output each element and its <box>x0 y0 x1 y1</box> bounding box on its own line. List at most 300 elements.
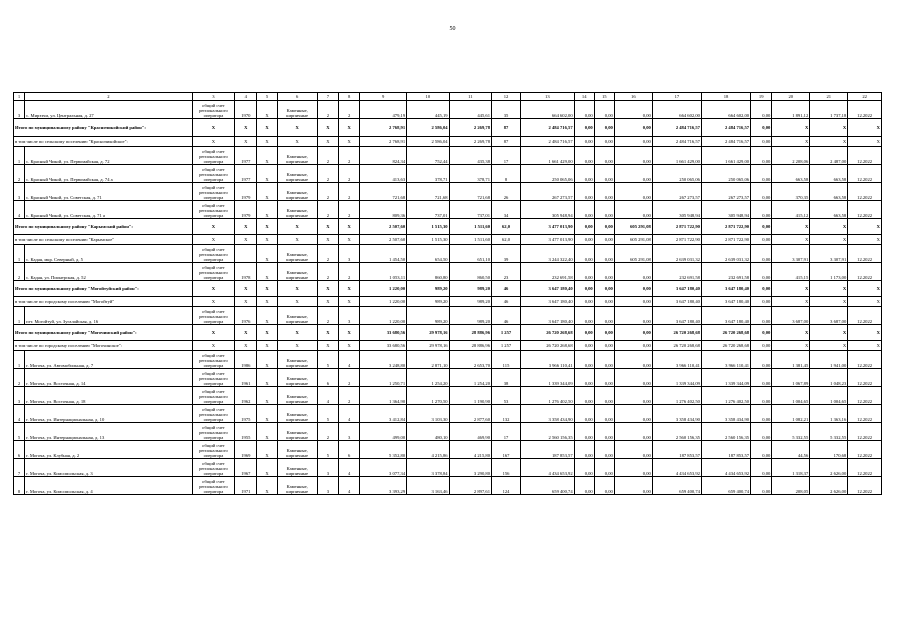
subtotal-row <box>14 235 882 245</box>
table-cell: 1 048,23 <box>810 369 848 387</box>
table-row <box>14 201 882 219</box>
table-cell: 0,00 <box>614 147 652 165</box>
table-cell: 0,00 <box>614 341 652 351</box>
table-cell: Х <box>257 297 277 307</box>
table-cell: Х <box>192 235 234 245</box>
table-row <box>14 477 882 495</box>
table-cell: 3 244 322,40 <box>521 245 575 263</box>
table-cell: Х <box>257 477 277 495</box>
table-cell: 479,19 <box>360 101 407 119</box>
table-cell: 12.2022 <box>848 477 882 495</box>
table-cell: 0,00 <box>574 297 594 307</box>
table-cell: Х <box>257 387 277 405</box>
table-cell: 0,00 <box>614 263 652 281</box>
table-cell: Х <box>235 235 257 245</box>
table-cell: 0,00 <box>614 137 652 147</box>
table-cell: 0,00 <box>594 137 614 147</box>
table-cell: Каменные, кирпичные <box>277 441 317 459</box>
table-cell: Х <box>277 297 317 307</box>
table-cell <box>235 245 257 263</box>
table-cell: 305 948,94 <box>701 201 750 219</box>
table-cell: Х <box>192 297 234 307</box>
total-row <box>14 219 882 235</box>
table-cell: 0,00 <box>614 101 652 119</box>
table-cell: 0,00 <box>614 201 652 219</box>
table-cell: 1 250,71 <box>360 369 407 387</box>
table-cell: 989,20 <box>449 297 491 307</box>
table-cell: г. Могоча, ул. Интернациональная, д. 13 <box>25 423 193 441</box>
table-cell: Х <box>257 183 277 201</box>
table-cell: 3 477 013,90 <box>521 219 575 235</box>
table-cell: 2 <box>317 263 338 281</box>
table-cell: 28 886,96 <box>449 341 491 351</box>
table-cell: Х <box>810 119 848 137</box>
table-cell: 0,00 <box>751 459 772 477</box>
table-cell: 0,00 <box>574 351 594 369</box>
table-cell: 12.2022 <box>848 101 882 119</box>
table-cell: 2 <box>14 263 25 281</box>
table-cell: 5 <box>14 423 25 441</box>
table-cell: Х <box>257 369 277 387</box>
table-cell: 46 <box>492 281 521 297</box>
table-cell: Х <box>810 235 848 245</box>
table-cell: 0,00 <box>614 369 652 387</box>
table-cell: Х <box>235 341 257 351</box>
table-cell: 2 <box>339 387 360 405</box>
table-cell: 3 <box>339 423 360 441</box>
table-cell: 0,00 <box>751 245 772 263</box>
table-cell: 132 <box>492 405 521 423</box>
table-cell: Х <box>235 137 257 147</box>
table-cell: 370,35 <box>772 183 810 201</box>
table-cell: 0,00 <box>574 369 594 387</box>
table-cell: Х <box>339 325 360 341</box>
table-cell: 12.2022 <box>848 459 882 477</box>
table-cell: 2 897,61 <box>449 477 491 495</box>
table-cell: 0,00 <box>574 165 594 183</box>
table-cell: 0,00 <box>751 263 772 281</box>
table-cell: 659 400,74 <box>652 477 701 495</box>
table-cell: 0,00 <box>614 183 652 201</box>
table-cell: 989,20 <box>407 307 449 325</box>
table-cell: 1970 <box>235 101 257 119</box>
table-cell: общий счет регионального оператора <box>192 307 234 325</box>
table-cell: 0,00 <box>751 183 772 201</box>
table-cell: 5 <box>317 405 338 423</box>
table-cell: 0,00 <box>574 423 594 441</box>
table-cell: Х <box>192 119 234 137</box>
table-cell: г. Могоча, ул. Автомобильная, д. 7 <box>25 351 193 369</box>
table-cell: 1962 <box>235 387 257 405</box>
table-cell: 1 891,12 <box>772 101 810 119</box>
table-cell: 0,00 <box>574 441 594 459</box>
table-cell: 2 <box>339 183 360 201</box>
table-cell: 0,00 <box>594 341 614 351</box>
table-cell: 2 269,78 <box>449 119 491 137</box>
table-cell: Х <box>848 341 882 351</box>
table-cell: с. Мирзэчи, ул. Центральная, д. 27 <box>25 101 193 119</box>
table-row <box>14 423 882 441</box>
table-cell: 12.2022 <box>848 183 882 201</box>
table-cell: пгт. Могойтуй, ул. Зугалайская, д. 16 <box>25 307 193 325</box>
table-cell: 0,00 <box>751 325 772 341</box>
table-cell: 0,00 <box>594 281 614 297</box>
table-cell: 1 220,00 <box>360 307 407 325</box>
table-cell: 2 871 722,90 <box>652 235 701 245</box>
table-cell: Итого по муниципальному району "Могойтуйский район": <box>14 281 193 297</box>
table-cell: 4 <box>339 405 360 423</box>
table-cell: Каменные, кирпичные <box>277 387 317 405</box>
table-cell: 0,00 <box>614 281 652 297</box>
page-number: 50 <box>449 26 456 32</box>
table-cell: 1 257 <box>492 325 521 341</box>
table-cell: 15 <box>594 93 614 101</box>
table-cell: 0,00 <box>751 137 772 147</box>
table-cell: 5 352,80 <box>360 441 407 459</box>
table-cell: 17 <box>492 423 521 441</box>
table-cell: Х <box>810 281 848 297</box>
table-cell: 651,10 <box>449 245 491 263</box>
table-row <box>14 307 882 325</box>
table-cell: Х <box>192 137 234 147</box>
table-cell: 1 004,65 <box>772 387 810 405</box>
table-cell: 989,20 <box>449 281 491 297</box>
table-cell: 0,00 <box>574 137 594 147</box>
table-cell: 0,00 <box>594 183 614 201</box>
total-row <box>14 325 882 341</box>
table-cell: 2 626,00 <box>810 459 848 477</box>
table-cell: Каменные, кирпичные <box>277 423 317 441</box>
table-cell: Х <box>848 219 882 235</box>
table-cell: 0,00 <box>574 147 594 165</box>
table-cell: 267 273,57 <box>701 183 750 201</box>
table-cell: 752,44 <box>407 147 449 165</box>
table-cell: 1 082,21 <box>772 405 810 423</box>
table-cell: Х <box>772 341 810 351</box>
table-cell: Х <box>192 281 234 297</box>
table-cell: Х <box>257 165 277 183</box>
table-cell: 1 511,60 <box>449 219 491 235</box>
table-cell: 170,68 <box>810 441 848 459</box>
table-cell: 3 647 180,40 <box>652 281 701 297</box>
table-cell: 1 <box>14 245 25 263</box>
table-cell: 2 484 716,57 <box>701 119 750 137</box>
table-cell: 0,00 <box>751 297 772 307</box>
table-cell: 3 307,91 <box>810 245 848 263</box>
table-cell: 2 269,78 <box>449 137 491 147</box>
table-cell: Х <box>257 341 277 351</box>
table-cell: 605 291,08 <box>614 219 652 235</box>
table-cell: Х <box>339 281 360 297</box>
table-cell: 1967 <box>235 459 257 477</box>
table-cell: Х <box>848 119 882 137</box>
table-cell: 0,00 <box>751 281 772 297</box>
table-cell: с. Кадая, ул. Пионерская, д. 52 <box>25 263 193 281</box>
table-cell: Х <box>810 341 848 351</box>
subtotal-row <box>14 137 882 147</box>
table-cell: 0,00 <box>594 235 614 245</box>
table-cell: 663,58 <box>810 183 848 201</box>
table-cell: 1 661 429,00 <box>701 147 750 165</box>
table-cell: 2 586,04 <box>407 137 449 147</box>
table-cell: 3 966 110,41 <box>701 351 750 369</box>
table-cell: 0,00 <box>594 351 614 369</box>
table-cell: Х <box>772 235 810 245</box>
table-cell: 19 <box>751 93 772 101</box>
table-cell: 721,68 <box>360 183 407 201</box>
table-cell: 3 647 180,40 <box>652 297 701 307</box>
table-cell: 305 948,94 <box>652 201 701 219</box>
table-cell: Х <box>235 297 257 307</box>
table-cell: Х <box>235 281 257 297</box>
table-cell: 1 661 429,00 <box>652 147 701 165</box>
table-cell: 2 653,70 <box>449 351 491 369</box>
table-cell: 2 <box>317 101 338 119</box>
table-cell: 3 647 180,40 <box>521 297 575 307</box>
table-cell: 167 <box>492 441 521 459</box>
table-cell: 1 254,20 <box>407 369 449 387</box>
table-cell: г. Могоча, ул. Комсомольская, д. 3 <box>25 459 193 477</box>
table-cell: Каменные, кирпичные <box>277 459 317 477</box>
table-cell: 737,01 <box>449 201 491 219</box>
table-row <box>14 441 882 459</box>
table-cell: 1 254,20 <box>449 369 491 387</box>
table-cell: Каменные, кирпичные <box>277 351 317 369</box>
table-cell: Каменные, кирпичные <box>277 405 317 423</box>
table-cell: 1969 <box>235 441 257 459</box>
table-cell: 26 720 268,68 <box>701 341 750 351</box>
table-cell: 3 103,30 <box>407 405 449 423</box>
table-cell: Х <box>339 137 360 147</box>
table-cell: 3 378,84 <box>407 459 449 477</box>
table-cell: общий счет регионального оператора <box>192 423 234 441</box>
table-cell: 12.2022 <box>848 245 882 263</box>
table-cell: 2 484 716,57 <box>521 137 575 147</box>
table-cell: 0,00 <box>594 307 614 325</box>
table-cell: 415,15 <box>772 263 810 281</box>
table-cell: 3 077,34 <box>360 459 407 477</box>
table-cell: 33 680,56 <box>360 341 407 351</box>
header-row <box>14 93 882 101</box>
table-cell: 659 400,74 <box>701 477 750 495</box>
table-cell: 1955 <box>235 423 257 441</box>
table-cell: 4 <box>317 387 338 405</box>
table-cell: 1 257 <box>492 341 521 351</box>
table-cell: 4 <box>339 459 360 477</box>
table-cell: 14 <box>574 93 594 101</box>
table-cell: Х <box>192 219 234 235</box>
table-cell: 605 291,08 <box>614 245 652 263</box>
table-cell: 0,00 <box>574 219 594 235</box>
table-cell: 2 560 156,35 <box>701 423 750 441</box>
table-cell: 654,50 <box>407 245 449 263</box>
table-cell: Х <box>317 235 338 245</box>
table-cell: г. Могоча, ул. Клубная, д. 2 <box>25 441 193 459</box>
table-cell: 3 647 180,40 <box>701 297 750 307</box>
table-cell: 0,00 <box>751 119 772 137</box>
table-cell: в том числе по городскому поселению "Могочинское": <box>14 341 193 351</box>
table-cell: 1 <box>14 93 25 101</box>
table-cell: 989,20 <box>407 281 449 297</box>
table-cell: 499,00 <box>360 423 407 441</box>
table-row <box>14 147 882 165</box>
table-cell: 0,00 <box>594 477 614 495</box>
table-cell: 9 <box>360 93 407 101</box>
table-cell: 445,19 <box>407 101 449 119</box>
table-cell: Х <box>317 137 338 147</box>
table-cell: Х <box>192 341 234 351</box>
table-cell: 2 484 716,57 <box>701 137 750 147</box>
table-cell: Х <box>257 235 277 245</box>
table-cell: 38 <box>492 369 521 387</box>
table-cell: 12.2022 <box>848 201 882 219</box>
table-cell: Каменные, кирпичные <box>277 369 317 387</box>
table-cell: Х <box>277 137 317 147</box>
table-cell: Х <box>810 137 848 147</box>
table-cell: 2 <box>317 307 338 325</box>
table-cell: общий счет регионального оператора <box>192 165 234 183</box>
table-cell: Каменные, кирпичные <box>277 101 317 119</box>
table-cell: 721,68 <box>407 183 449 201</box>
table-cell: 11 <box>449 93 491 101</box>
table-cell: Х <box>257 137 277 147</box>
table-cell: Х <box>339 235 360 245</box>
table-cell: с. Кадая, мкр. Северный, д. 5 <box>25 245 193 263</box>
table-cell: 435,38 <box>449 147 491 165</box>
table-cell: 3 358 434,90 <box>521 405 575 423</box>
table-cell: 0,00 <box>614 423 652 441</box>
table-cell: 3 647 180,40 <box>701 281 750 297</box>
table-cell: 1 339 344,09 <box>652 369 701 387</box>
table-cell: 0,00 <box>751 441 772 459</box>
table-cell: 5 332,55 <box>810 423 848 441</box>
table-cell: 2 <box>317 147 338 165</box>
table-cell: 2 586,04 <box>407 119 449 137</box>
table-cell: 3 687,00 <box>772 307 810 325</box>
table-cell: 1 381,45 <box>772 351 810 369</box>
table-cell: 4 <box>339 477 360 495</box>
table-cell: 26 720 268,68 <box>652 325 701 341</box>
table-cell: 250 065,06 <box>701 165 750 183</box>
table-cell: Каменные, кирпичные <box>277 263 317 281</box>
table-cell: 18 <box>701 93 750 101</box>
table-cell: 1 220,00 <box>360 297 407 307</box>
table-cell: 2 560 156,35 <box>521 423 575 441</box>
table-cell: 0,00 <box>614 307 652 325</box>
table-cell: 1978 <box>235 263 257 281</box>
table-cell: Х <box>277 341 317 351</box>
table-cell: Х <box>257 281 277 297</box>
table-cell: 62,0 <box>492 219 521 235</box>
table-cell: в том числе по сельскому поселению "Красночикойское": <box>14 137 193 147</box>
table-cell: 3 687,00 <box>810 307 848 325</box>
table-cell: 4 215,86 <box>407 441 449 459</box>
table-row <box>14 405 882 423</box>
table-cell: 2 <box>339 165 360 183</box>
table-cell: 0,00 <box>614 325 652 341</box>
table-cell: 4 <box>339 351 360 369</box>
table-cell: Итого по муниципальному району "Карымский район": <box>14 219 193 235</box>
table-cell: 0,00 <box>594 405 614 423</box>
table-cell: 2 <box>339 263 360 281</box>
table-cell: 0,00 <box>594 101 614 119</box>
table-cell: 663,58 <box>810 165 848 183</box>
table-cell: общий счет регионального оператора <box>192 459 234 477</box>
table-cell: 2 871 722,90 <box>701 235 750 245</box>
table-cell: 2 <box>317 183 338 201</box>
table-cell: 26 720 268,68 <box>521 341 575 351</box>
table-cell: 232 691,58 <box>701 263 750 281</box>
table-cell: 2 <box>339 369 360 387</box>
table-cell: 12.2022 <box>848 263 882 281</box>
table-cell: 5 332,55 <box>772 423 810 441</box>
table-cell: 0,00 <box>594 147 614 165</box>
table-cell: Х <box>848 297 882 307</box>
table-cell: Х <box>277 281 317 297</box>
table-cell: 2 877,60 <box>449 405 491 423</box>
table-cell: 12.2022 <box>848 369 882 387</box>
table-cell: 3 358 434,90 <box>701 405 750 423</box>
table-row <box>14 387 882 405</box>
table-cell: 87 <box>492 137 521 147</box>
table-cell: 1979 <box>235 183 257 201</box>
table-cell: Х <box>810 325 848 341</box>
table-cell: 2 <box>25 93 193 101</box>
table-cell: 659 400,74 <box>521 477 575 495</box>
table-cell: Х <box>257 441 277 459</box>
table-cell: 0,00 <box>574 281 594 297</box>
table-cell: Х <box>339 341 360 351</box>
table-cell: Х <box>257 325 277 341</box>
table-cell: с. Красный Чикой, ул. Советская, д. 71 <box>25 183 193 201</box>
table-cell: 0,00 <box>614 477 652 495</box>
table-cell: 4 434 653,92 <box>521 459 575 477</box>
table-cell: Каменные, кирпичные <box>277 147 317 165</box>
table-row <box>14 369 882 387</box>
table-cell: 232 691,58 <box>652 263 701 281</box>
table-cell: 0,00 <box>751 165 772 183</box>
table-cell: 3 966 110,41 <box>652 351 701 369</box>
table-cell: 187 853,57 <box>652 441 701 459</box>
table-cell: 2 <box>317 201 338 219</box>
table-cell: 3 307,91 <box>772 245 810 263</box>
table-cell: Итого по муниципальному району "Могочинский район": <box>14 325 193 341</box>
table-cell: 29 978,16 <box>407 325 449 341</box>
table-cell: Х <box>257 307 277 325</box>
table-cell: Х <box>257 351 277 369</box>
table-cell: 5 <box>257 93 277 101</box>
table-cell: 250 065,06 <box>521 165 575 183</box>
table-cell: 0,00 <box>594 165 614 183</box>
table-cell: Х <box>257 423 277 441</box>
table-cell: 35 <box>492 101 521 119</box>
table-cell: 3 647 180,40 <box>521 281 575 297</box>
table-cell: 267 273,57 <box>521 183 575 201</box>
table-cell: 1961 <box>235 369 257 387</box>
table-cell: 0,00 <box>751 387 772 405</box>
table-row <box>14 459 882 477</box>
table-cell: 1977 <box>235 165 257 183</box>
table-cell: 23 <box>492 263 521 281</box>
table-cell: 0,00 <box>574 405 594 423</box>
table-cell: 1971 <box>235 477 257 495</box>
table-cell: 2 507,60 <box>360 235 407 245</box>
table-cell: 156 <box>492 459 521 477</box>
table-cell: 44,56 <box>772 441 810 459</box>
table-cell: 0,00 <box>614 459 652 477</box>
table-cell: 0,00 <box>751 477 772 495</box>
table-cell: 0,00 <box>594 219 614 235</box>
